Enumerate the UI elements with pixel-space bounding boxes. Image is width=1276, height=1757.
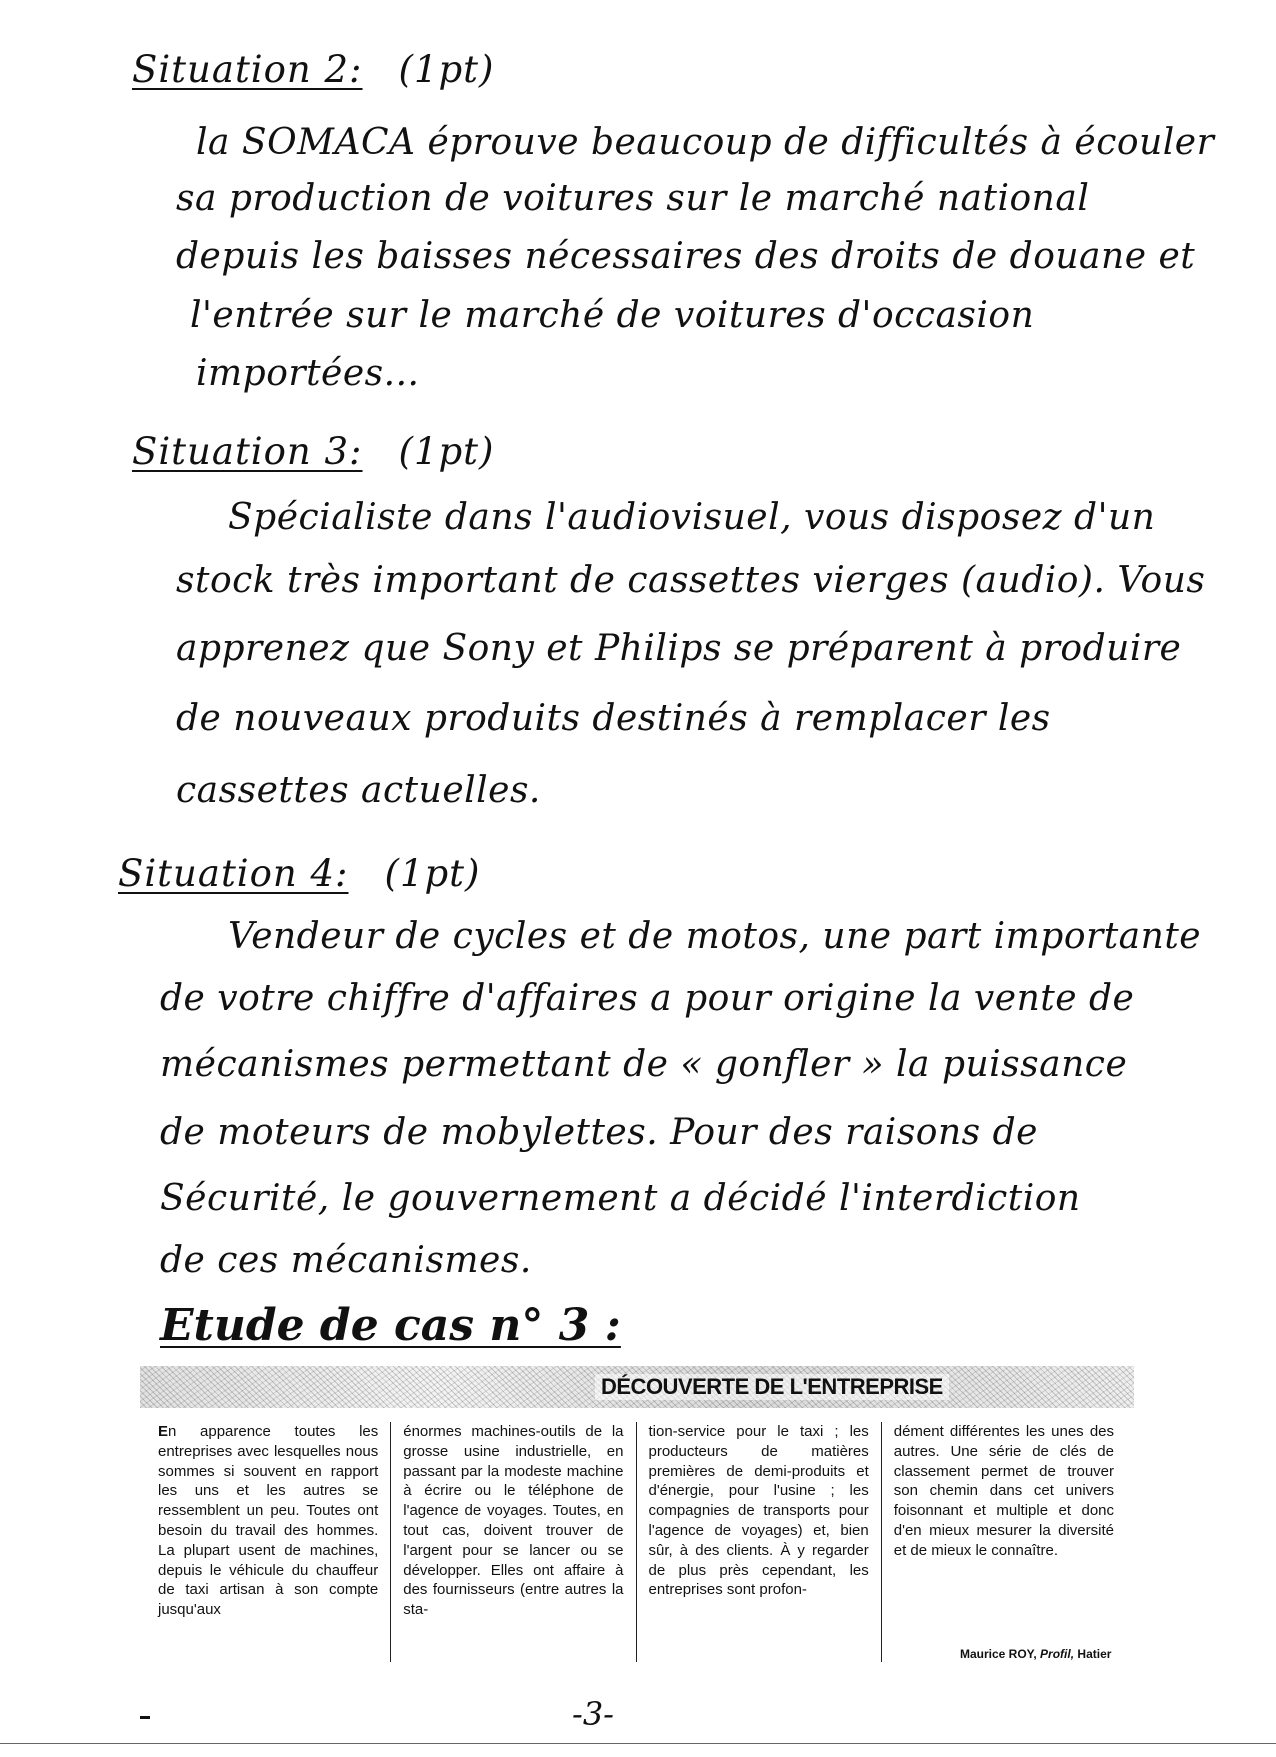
situation-4-line: mécanismes permettant de « gonfler » la puissance [160,1044,1128,1085]
article-column-text: n apparence toutes les entreprises avec lesquelles nous sommes si souvent en rapport les uns et les autres se ressemblent un peu. Toutes ont besoin du travail des hommes. La plupart usent de machines, depuis le véhicule du chauffeur de taxi artisan à son compte jusqu'aux [158,1423,379,1619]
situation-2-line: depuis les baisses nécessaires des droits de douane et [176,236,1196,277]
article-credit [960,1647,1111,1661]
credit-publisher: Hatier [1077,1647,1112,1661]
footer-rule [0,1743,1276,1744]
situation-4-line: de votre chiffre d'affaires a pour origine la vente de [160,978,1135,1019]
article-column [636,1422,881,1662]
situation-2-heading [132,48,494,91]
article-column [146,1422,390,1662]
page-number: -3- [572,1695,614,1733]
article-banner-title: DÉCOUVERTE DE L'ENTREPRISE [595,1374,949,1400]
article-column-text: tion-service pour le taxi ; les producteurs de matières premières de demi-produits et d'énergie, pour l'usine ; les compagnies de transports pour l'agence de voyages) et, bien sûr, à des clients. À y regarder de plus près cependant, les entreprises sont profon- [648,1423,869,1599]
situation-3-line: Spécialiste dans l'audiovisuel, vous disposez d'un [228,497,1156,538]
situation-2-line: importées... [196,353,420,394]
situation-2-line: la SOMACA éprouve beaucoup de difficultés à écouler [196,122,1215,163]
situation-points: (1pt) [398,48,495,91]
article-column-text: énormes machines-outils de la grosse usine industrielle, en passant par la modeste machine à écrire ou le téléphone de l'agence de voyages. Toutes, en tout cas, doivent trouver de l'argent pour se lancer ou se développer. Elles ont affaire à des fournisseurs (entre autres la sta- [403,1423,624,1619]
credit-author: Maurice ROY, [960,1647,1037,1661]
margin-mark [140,1716,150,1719]
article-columns [146,1422,1126,1662]
situation-4-line: Vendeur de cycles et de motos, une part importante [228,916,1202,957]
situation-points: (1pt) [384,852,481,895]
situation-2-line: sa production de voitures sur le marché national [176,178,1090,219]
situation-heading-label: Situation 4: [118,852,349,895]
article-column [881,1422,1126,1662]
situation-4-heading [118,852,480,895]
credit-work: Profil, [1040,1647,1075,1661]
situation-3-line: de nouveaux produits destinés à remplacer les [176,698,1051,739]
situation-4-line: de moteurs de mobylettes. Pour des raisons de [160,1112,1038,1153]
article-banner [140,1366,1134,1408]
situation-heading-label: Situation 3: [132,430,363,473]
situation-3-line: apprenez que Sony et Philips se préparent à produire [176,628,1182,669]
case-study-title: Etude de cas n° 3 : [160,1300,621,1351]
article-column [390,1422,635,1662]
article-column-text: dément différentes les unes des autres. Une série de clés de classement permet de trouver son chemin dans cet univers foisonnant et multiple et donc d'en mieux mesurer la diversité et de mieux le connaître. [893,1423,1114,1559]
situation-4-line: Sécurité, le gouvernement a décidé l'interdiction [160,1178,1081,1219]
situation-heading-label: Situation 2: [132,48,363,91]
article-dropcap: E [158,1423,169,1440]
situation-points: (1pt) [398,430,495,473]
situation-3-heading [132,430,494,473]
situation-2-line: l'entrée sur le marché de voitures d'occasion [190,295,1035,336]
situation-3-line: stock très important de cassettes vierges (audio). Vous [176,560,1206,601]
situation-3-line: cassettes actuelles. [176,770,541,811]
situation-4-line: de ces mécanismes. [160,1240,532,1281]
